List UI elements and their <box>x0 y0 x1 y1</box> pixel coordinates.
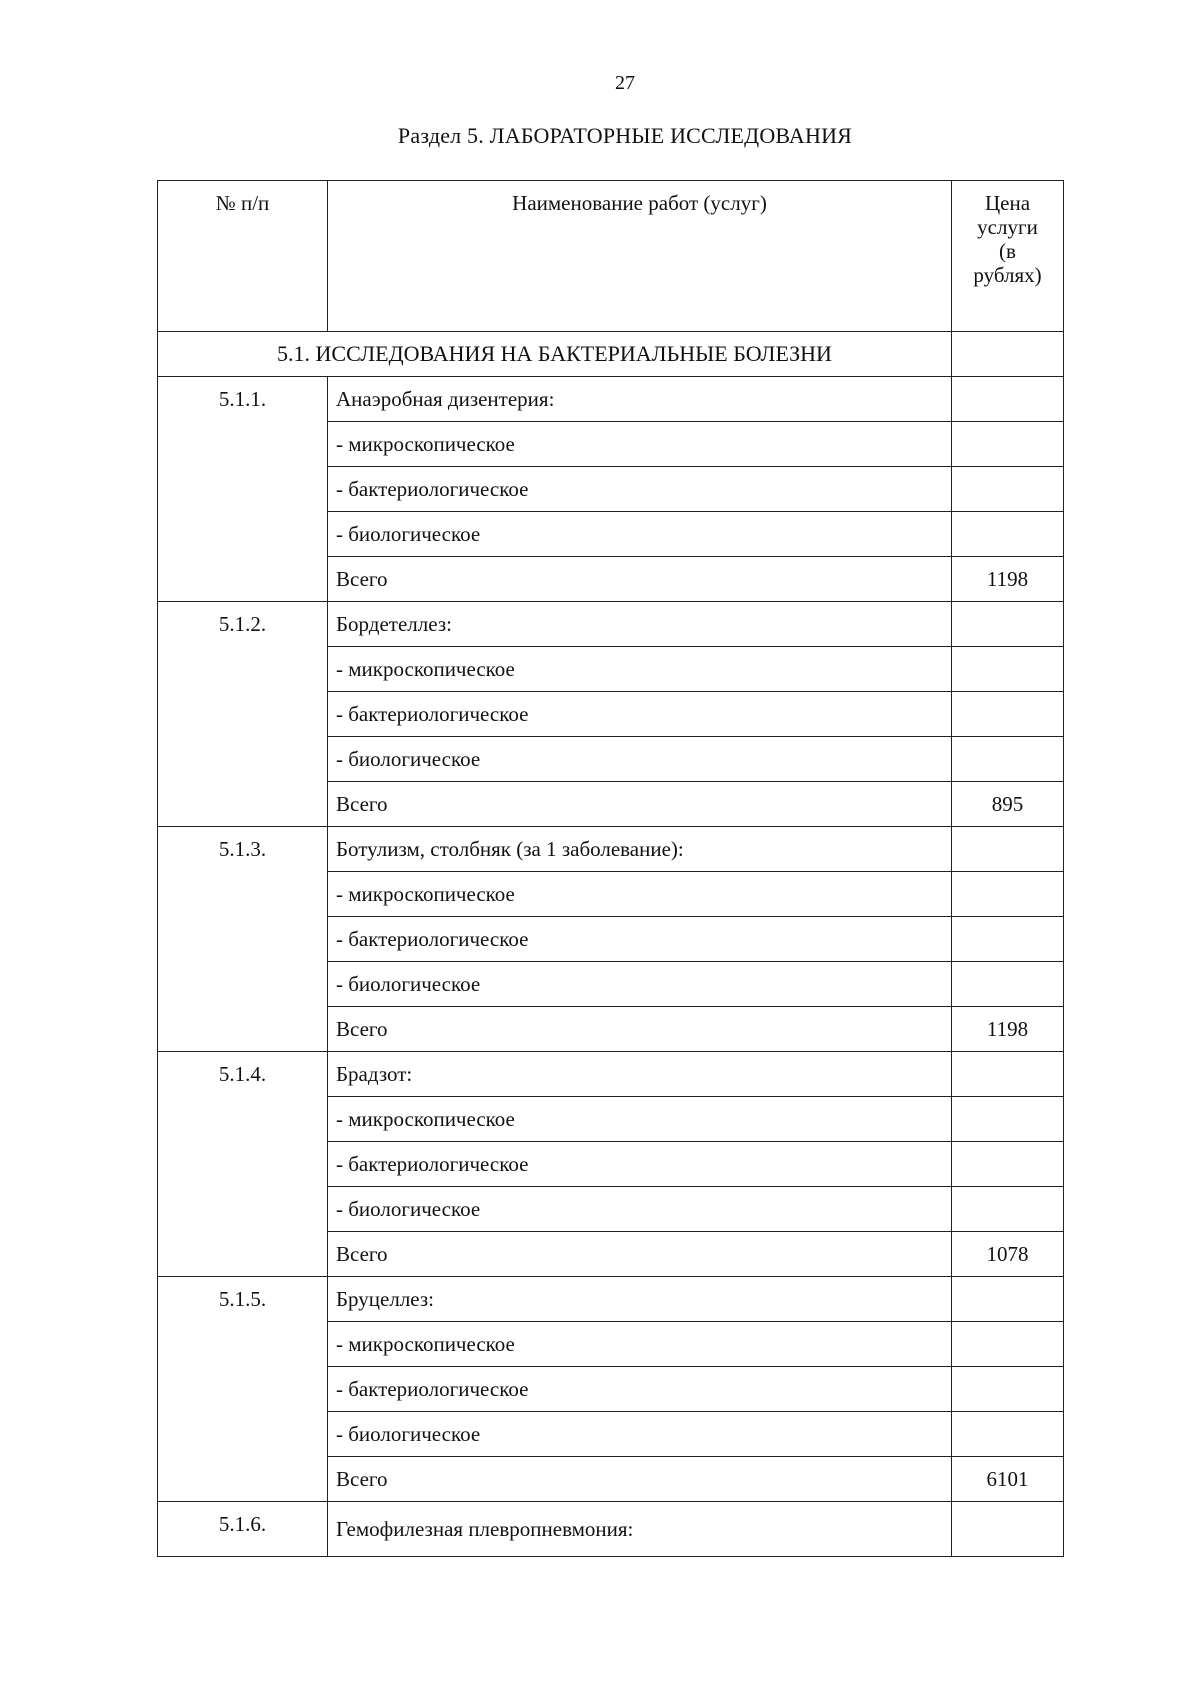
item-price <box>952 1187 1064 1232</box>
table-row <box>158 827 1064 872</box>
item-name: - микроскопическое <box>328 422 952 467</box>
item-name: - биологическое <box>328 737 952 782</box>
item-price <box>952 962 1064 1007</box>
item-name: - бактериологическое <box>328 467 952 512</box>
item-price <box>952 1322 1064 1367</box>
item-price <box>952 602 1064 647</box>
page-number: 27 <box>615 72 635 94</box>
item-price <box>952 647 1064 692</box>
item-name: Ботулизм, столбняк (за 1 заболевание): <box>328 827 952 872</box>
section-title: Раздел 5. ЛАБОРАТОРНЫЕ ИССЛЕДОВАНИЯ <box>397 123 853 148</box>
item-name: Всего <box>328 782 952 827</box>
item-price <box>952 872 1064 917</box>
table-body <box>158 332 1064 1557</box>
header-num: № п/п <box>158 181 328 332</box>
item-price: 895 <box>952 782 1064 827</box>
item-name: - микроскопическое <box>328 872 952 917</box>
item-name: - бактериологическое <box>328 692 952 737</box>
item-name: - биологическое <box>328 512 952 557</box>
item-number: 5.1.6. <box>158 1502 328 1557</box>
item-name: - микроскопическое <box>328 1097 952 1142</box>
subsection-title: 5.1. ИССЛЕДОВАНИЯ НА БАКТЕРИАЛЬНЫЕ БОЛЕЗНИ <box>158 332 952 377</box>
item-number: 5.1.3. <box>158 827 328 1052</box>
item-price <box>952 1277 1064 1322</box>
table-header-row <box>158 181 1064 332</box>
item-number: 5.1.2. <box>158 602 328 827</box>
item-name: Всего <box>328 1007 952 1052</box>
item-name: Всего <box>328 1232 952 1277</box>
subsection-row <box>158 332 1064 377</box>
header-price <box>952 181 1064 332</box>
item-price <box>952 1367 1064 1412</box>
item-name: - биологическое <box>328 1412 952 1457</box>
item-name: - микроскопическое <box>328 1322 952 1367</box>
item-number: 5.1.4. <box>158 1052 328 1277</box>
item-name: Гемофилезная плевропневмония: <box>328 1502 952 1557</box>
item-name: - бактериологическое <box>328 1367 952 1412</box>
item-price <box>952 422 1064 467</box>
item-name: Всего <box>328 557 952 602</box>
table-row <box>158 602 1064 647</box>
table-row <box>158 1277 1064 1322</box>
item-name: - микроскопическое <box>328 647 952 692</box>
item-price <box>952 917 1064 962</box>
item-price <box>952 467 1064 512</box>
item-price <box>952 827 1064 872</box>
item-number: 5.1.1. <box>158 377 328 602</box>
price-cell <box>952 332 1064 377</box>
item-price: 1198 <box>952 1007 1064 1052</box>
header-price-text <box>968 191 1048 287</box>
header-name: Наименование работ (услуг) <box>328 181 952 332</box>
header-price-line: Цена <box>984 191 1031 215</box>
item-price: 1198 <box>952 557 1064 602</box>
item-price <box>952 737 1064 782</box>
item-name: Анаэробная дизентерия: <box>328 377 952 422</box>
price-table <box>157 180 1064 1557</box>
table-row <box>158 1052 1064 1097</box>
item-price <box>952 1412 1064 1457</box>
item-name: - бактериологическое <box>328 1142 952 1187</box>
item-price <box>952 512 1064 557</box>
item-price <box>952 1142 1064 1187</box>
header-price-line: услуги <box>977 215 1038 239</box>
item-name: Всего <box>328 1457 952 1502</box>
item-price <box>952 1052 1064 1097</box>
item-name: - бактериологическое <box>328 917 952 962</box>
item-price <box>952 692 1064 737</box>
item-name: Бруцеллез: <box>328 1277 952 1322</box>
item-price: 1078 <box>952 1232 1064 1277</box>
item-price <box>952 1502 1064 1557</box>
item-price <box>952 1097 1064 1142</box>
item-number: 5.1.5. <box>158 1277 328 1502</box>
item-name: Бордетеллез: <box>328 602 952 647</box>
item-name: - биологическое <box>328 1187 952 1232</box>
header-price-line: (в <box>999 239 1016 263</box>
table-row <box>158 377 1064 422</box>
item-price <box>952 377 1064 422</box>
item-name: Брадзот: <box>328 1052 952 1097</box>
item-name: - биологическое <box>328 962 952 1007</box>
table-row <box>158 1502 1064 1557</box>
header-price-line: рублях) <box>973 263 1042 287</box>
item-price: 6101 <box>952 1457 1064 1502</box>
